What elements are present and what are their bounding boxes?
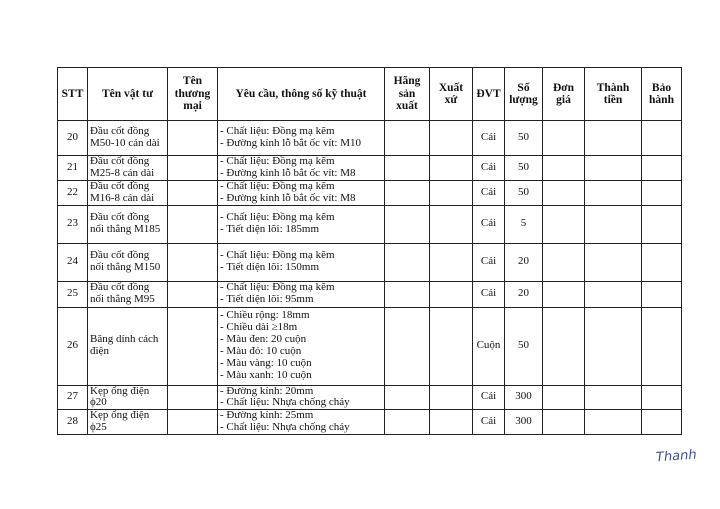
- cell-unit: Cuộn: [473, 307, 505, 385]
- cell-unit: Cái: [473, 410, 505, 435]
- header-bao-hanh: Bảo hành: [642, 68, 682, 121]
- spec-line: - Chất liệu: Đồng mạ kẽm: [220, 125, 335, 138]
- cell-stt: 22: [58, 180, 88, 205]
- cell-unit: Cái: [473, 156, 505, 181]
- spec-line: - Chất liệu: Đồng mạ kẽm: [220, 281, 335, 294]
- cell-specs: [218, 243, 385, 281]
- cell-origin: [430, 410, 473, 435]
- cell-specs: [218, 385, 385, 410]
- cell-total: [585, 410, 642, 435]
- cell-trade-name: [168, 281, 218, 307]
- cell-trade-name: [168, 180, 218, 205]
- cell-quantity: 50: [505, 307, 543, 385]
- cell-maker: [385, 205, 430, 243]
- table-row: [58, 121, 682, 156]
- cell-unit-price: [543, 156, 585, 181]
- cell-origin: [430, 121, 473, 156]
- cell-specs: [218, 121, 385, 156]
- cell-trade-name: [168, 307, 218, 385]
- cell-unit-price: [543, 121, 585, 156]
- spec-line: - Chiều rộng: 18mm: [220, 309, 310, 322]
- cell-item-name: Đầu cốt đồng M50-10 cán dài: [88, 121, 168, 156]
- spec-line: - Màu xanh: 10 cuộn: [220, 368, 312, 381]
- cell-quantity: 20: [505, 243, 543, 281]
- spec-line: - Màu vàng: 10 cuộn: [220, 356, 312, 369]
- table-row: [58, 307, 682, 385]
- cell-stt: 20: [58, 121, 88, 156]
- spec-line: - Tiết diện lõi: 95mm: [220, 293, 314, 305]
- cell-unit-price: [543, 385, 585, 410]
- cell-unit-price: [543, 410, 585, 435]
- cell-item-name: Kẹp ống điện ϕ25: [88, 410, 168, 435]
- cell-item-name: Đầu cốt đồng nối thẳng M95: [88, 281, 168, 307]
- table-row: [58, 205, 682, 243]
- cell-stt: 21: [58, 156, 88, 181]
- cell-quantity: 20: [505, 281, 543, 307]
- cell-stt: 26: [58, 307, 88, 385]
- spec-line: - Tiết diện lõi: 185mm: [220, 223, 320, 235]
- cell-trade-name: [168, 205, 218, 243]
- cell-unit: Cái: [473, 385, 505, 410]
- spec-line: - Tiết diện lõi: 150mm: [220, 261, 320, 273]
- cell-trade-name: [168, 243, 218, 281]
- cell-origin: [430, 205, 473, 243]
- header-ten-vat-tu: Tên vật tư: [88, 68, 168, 121]
- cell-warranty: [642, 180, 682, 205]
- cell-origin: [430, 385, 473, 410]
- header-so-luong: Số lượng: [505, 68, 543, 121]
- spec-line: - Chất liệu: Đồng mạ kẽm: [220, 180, 335, 192]
- cell-item-name: Băng dính cách điện: [88, 307, 168, 385]
- cell-maker: [385, 410, 430, 435]
- cell-maker: [385, 385, 430, 410]
- cell-unit-price: [543, 281, 585, 307]
- cell-quantity: 50: [505, 156, 543, 181]
- cell-item-name: Kẹp ống điện ϕ20: [88, 385, 168, 410]
- header-stt: STT: [58, 68, 88, 121]
- cell-stt: 25: [58, 281, 88, 307]
- header-dvt: ĐVT: [473, 68, 505, 121]
- cell-trade-name: [168, 410, 218, 435]
- table-row: [58, 410, 682, 435]
- spec-line: - Chất liệu: Nhựa chống cháy: [220, 421, 350, 434]
- cell-maker: [385, 121, 430, 156]
- cell-trade-name: [168, 121, 218, 156]
- cell-unit-price: [543, 307, 585, 385]
- cell-warranty: [642, 385, 682, 410]
- cell-quantity: 300: [505, 410, 543, 435]
- handwritten-signature: Thanh: [655, 447, 698, 466]
- spec-line: - Đường kính: 20mm: [220, 385, 314, 397]
- spec-line: - Đường kính lỗ bắt ốc vít: M10: [220, 137, 362, 149]
- cell-origin: [430, 307, 473, 385]
- cell-total: [585, 385, 642, 410]
- table-row: [58, 156, 682, 181]
- cell-warranty: [642, 281, 682, 307]
- cell-origin: [430, 243, 473, 281]
- table-row: [58, 281, 682, 307]
- cell-specs: [218, 156, 385, 181]
- cell-maker: [385, 281, 430, 307]
- spec-line: - Đường kính lỗ bắt ốc vít: M8: [220, 191, 356, 204]
- cell-warranty: [642, 205, 682, 243]
- cell-origin: [430, 156, 473, 181]
- cell-specs: [218, 307, 385, 385]
- header-hang-san-xuat: Hãng sản xuất: [385, 68, 430, 121]
- cell-trade-name: [168, 156, 218, 181]
- cell-quantity: 50: [505, 180, 543, 205]
- header-don-gia: Đơn giá: [543, 68, 585, 121]
- cell-total: [585, 281, 642, 307]
- cell-origin: [430, 180, 473, 205]
- cell-trade-name: [168, 385, 218, 410]
- cell-warranty: [642, 156, 682, 181]
- cell-total: [585, 156, 642, 181]
- cell-item-name: Đầu cốt đồng nối thẳng M185: [88, 205, 168, 243]
- table-body: [58, 121, 682, 435]
- table-row: [58, 385, 682, 410]
- cell-maker: [385, 180, 430, 205]
- cell-total: [585, 307, 642, 385]
- cell-specs: [218, 205, 385, 243]
- cell-stt: 23: [58, 205, 88, 243]
- header-ten-thuong-mai: Tên thương mại: [168, 68, 218, 121]
- table-header-row: [58, 68, 682, 121]
- cell-total: [585, 205, 642, 243]
- header-thanh-tien: Thành tiền: [585, 68, 642, 121]
- spec-line: - Chất liệu: Nhựa chống cháy: [220, 396, 350, 409]
- spec-line: - Chất liệu: Đồng mạ kẽm: [220, 249, 335, 262]
- cell-total: [585, 180, 642, 205]
- cell-specs: [218, 180, 385, 205]
- cell-unit: Cái: [473, 243, 505, 281]
- cell-stt: 28: [58, 410, 88, 435]
- spec-line: - Đường kính lỗ bắt ốc vít: M8: [220, 166, 356, 179]
- spec-line: - Màu đỏ: 10 cuộn: [220, 345, 302, 357]
- cell-quantity: 50: [505, 121, 543, 156]
- cell-item-name: Đầu cốt đồng nối thẳng M150: [88, 243, 168, 281]
- cell-quantity: 300: [505, 385, 543, 410]
- cell-total: [585, 243, 642, 281]
- cell-unit: Cái: [473, 205, 505, 243]
- cell-warranty: [642, 410, 682, 435]
- spec-line: - Chất liệu: Đồng mạ kẽm: [220, 155, 335, 167]
- cell-unit-price: [543, 180, 585, 205]
- header-yeu-cau: Yêu cầu, thông số kỹ thuật: [218, 68, 385, 121]
- table-row: [58, 243, 682, 281]
- spec-line: - Đường kính: 25mm: [220, 409, 314, 422]
- cell-maker: [385, 307, 430, 385]
- cell-maker: [385, 243, 430, 281]
- cell-unit-price: [543, 205, 585, 243]
- cell-warranty: [642, 121, 682, 156]
- cell-unit-price: [543, 243, 585, 281]
- cell-item-name: Đầu cốt đồng M25-8 cán dài: [88, 156, 168, 181]
- cell-total: [585, 121, 642, 156]
- materials-spec-table: [57, 67, 682, 435]
- cell-unit: Cái: [473, 281, 505, 307]
- cell-specs: [218, 410, 385, 435]
- cell-stt: 27: [58, 385, 88, 410]
- spec-line: - Chất liệu: Đồng mạ kẽm: [220, 211, 335, 224]
- cell-stt: 24: [58, 243, 88, 281]
- table-row: [58, 180, 682, 205]
- spec-line: - Chiều dài ≥18m: [220, 321, 298, 334]
- spec-line: - Màu đen: 20 cuộn: [220, 333, 307, 346]
- cell-item-name: Đầu cốt đồng M16-8 cán dài: [88, 180, 168, 205]
- cell-warranty: [642, 307, 682, 385]
- cell-specs: [218, 281, 385, 307]
- header-xuat-xu: Xuất xứ: [430, 68, 473, 121]
- cell-quantity: 5: [505, 205, 543, 243]
- cell-unit: Cái: [473, 180, 505, 205]
- cell-unit: Cái: [473, 121, 505, 156]
- cell-warranty: [642, 243, 682, 281]
- cell-maker: [385, 156, 430, 181]
- cell-origin: [430, 281, 473, 307]
